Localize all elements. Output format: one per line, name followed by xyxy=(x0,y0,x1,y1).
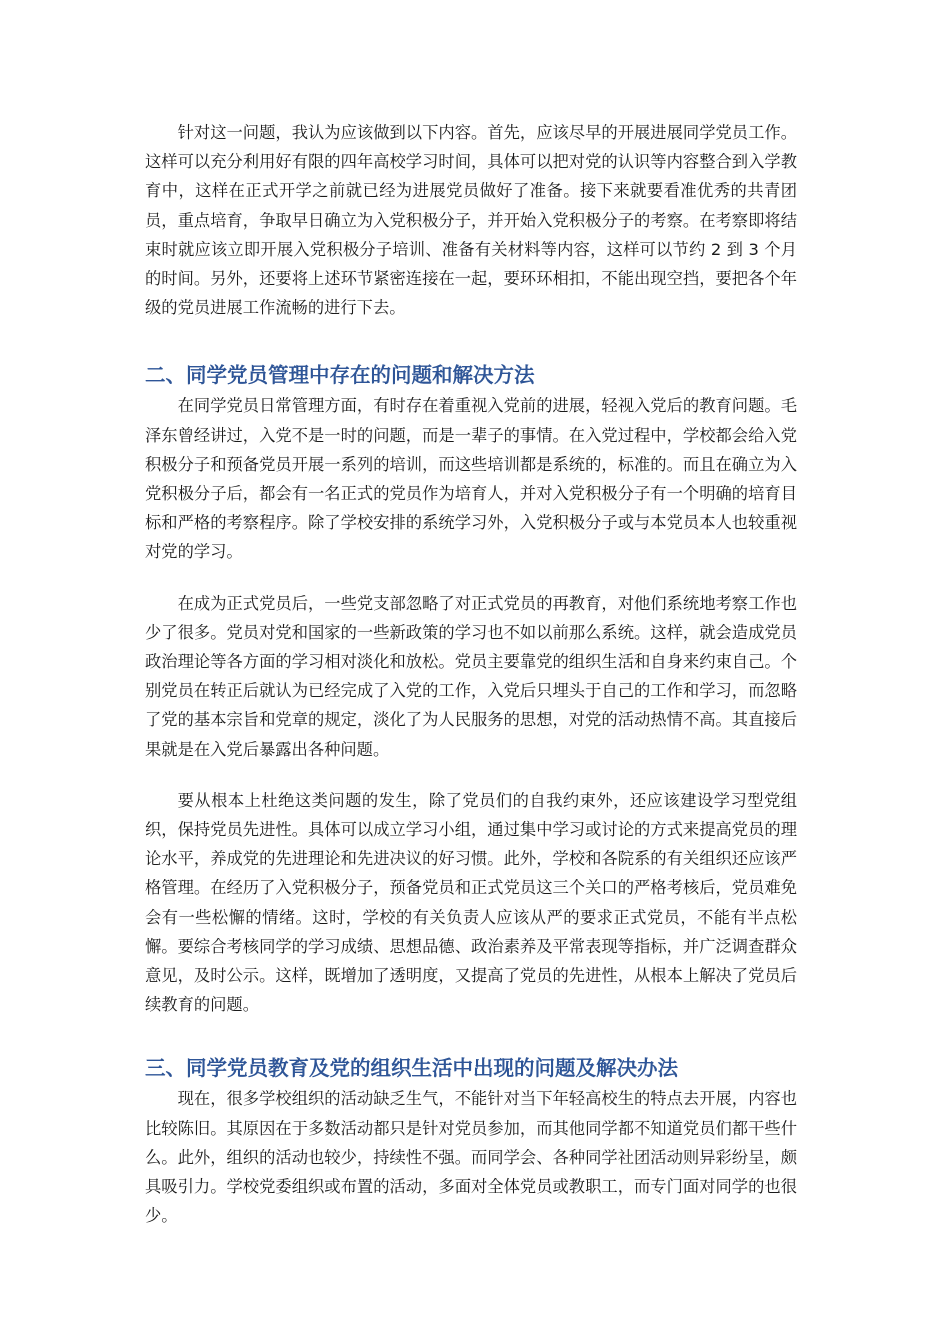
document-page xyxy=(145,118,797,1231)
section-3-paragraph-1: 现在，很多学校组织的活动缺乏生气，不能针对当下年轻高校生的特点去开展，内容也比较陈旧。其原因在于多数活动都只是针对党员参加，而其他同学都不知道党员们都干些什么。此外，组织的活动也较少，持续性不强。而同学会、各种同学社团活动则异彩纷呈，颇具吸引力。学校党委组织或布置的活动，多面对全体党员或教职工，而专门面对同学的也很少。 xyxy=(145,1089,797,1226)
section-3-heading: 三、同学党员教育及党的组织生活中出现的问题及解决办法 xyxy=(145,1056,678,1081)
section-2-heading: 二、同学党员管理中存在的问题和解决方法 xyxy=(145,363,535,388)
section-2-paragraph-3: 要从根本上杜绝这类问题的发生，除了党员们的自我约束外，还应该建设学习型党组织，保持党员先进性。具体可以成立学习小组，通过集中学习或讨论的方式来提高党员的理论水平，养成党的先进理论和先进决议的好习惯。此外，学校和各院系的有关组织还应该严格管理。在经历了入党积极分子，预备党员和正式党员这三个关口的严格考核后，党员难免会有一些松懈的情绪。这时，学校的有关负责人应该从严的要求正式党员，不能有半点松懈。要综合考核同学的学习成绩、思想品德、政治素养及平常表现等指标，并广泛调查群众意见，及时公示。这样，既增加了透明度，又提高了党员的先进性，从根本上解决了党员后续教育的问题。 xyxy=(145,790,797,1015)
section-2-paragraph-1: 在同学党员日常管理方面，有时存在着重视入党前的进展，轻视入党后的教育问题。毛泽东曾经讲过，入党不是一时的问题，而是一辈子的事情。在入党过程中，学校都会给入党积极分子和预备党员开展一系列的培训，而这些培训都是系统的，标准的。而且在确立为入党积极分子后，都会有一名正式的党员作为培育人，并对入党积极分子有一个明确的培育目标和严格的考察程序。除了学校安排的系统学习外，入党积极分子或与本党员本人也较重视对党的学习。 xyxy=(145,396,797,562)
section-2-paragraph-2: 在成为正式党员后，一些党支部忽略了对正式党员的再教育，对他们系统地考察工作也少了很多。党员对党和国家的一些新政策的学习也不如以前那么系统。这样，就会造成党员政治理论等各方面的学习相对淡化和放松。党员主要靠党的组织生活和自身来约束自己。个别党员在转正后就认为已经完成了入党的工作，入党后只埋头于自己的工作和学习，而忽略了党的基本宗旨和党章的规定，淡化了为人民服务的思想，对党的活动热情不高。其直接后果就是在入党后暴露出各种问题。 xyxy=(145,593,797,759)
intro-paragraph: 针对这一问题，我认为应该做到以下内容。首先，应该尽早的开展进展同学党员工作。这样可以充分利用好有限的四年高校学习时间，具体可以把对党的认识等内容整合到入学教育中，这样在正式开学之前就已经为进展党员做好了准备。接下来就要看准优秀的共青团员，重点培育，争取早日确立为入党积极分子，并开始入党积极分子的考察。在考察即将结束时就应该立即开展入党积极分子培训、准备有关材料等内容，这样可以节约 2 到 3 个月的时间。另外，还要将上述环节紧密连接在一起，要环环相扣，不能出现空挡，要把各个年级的党员进展工作流畅的进行下去。 xyxy=(145,123,797,318)
